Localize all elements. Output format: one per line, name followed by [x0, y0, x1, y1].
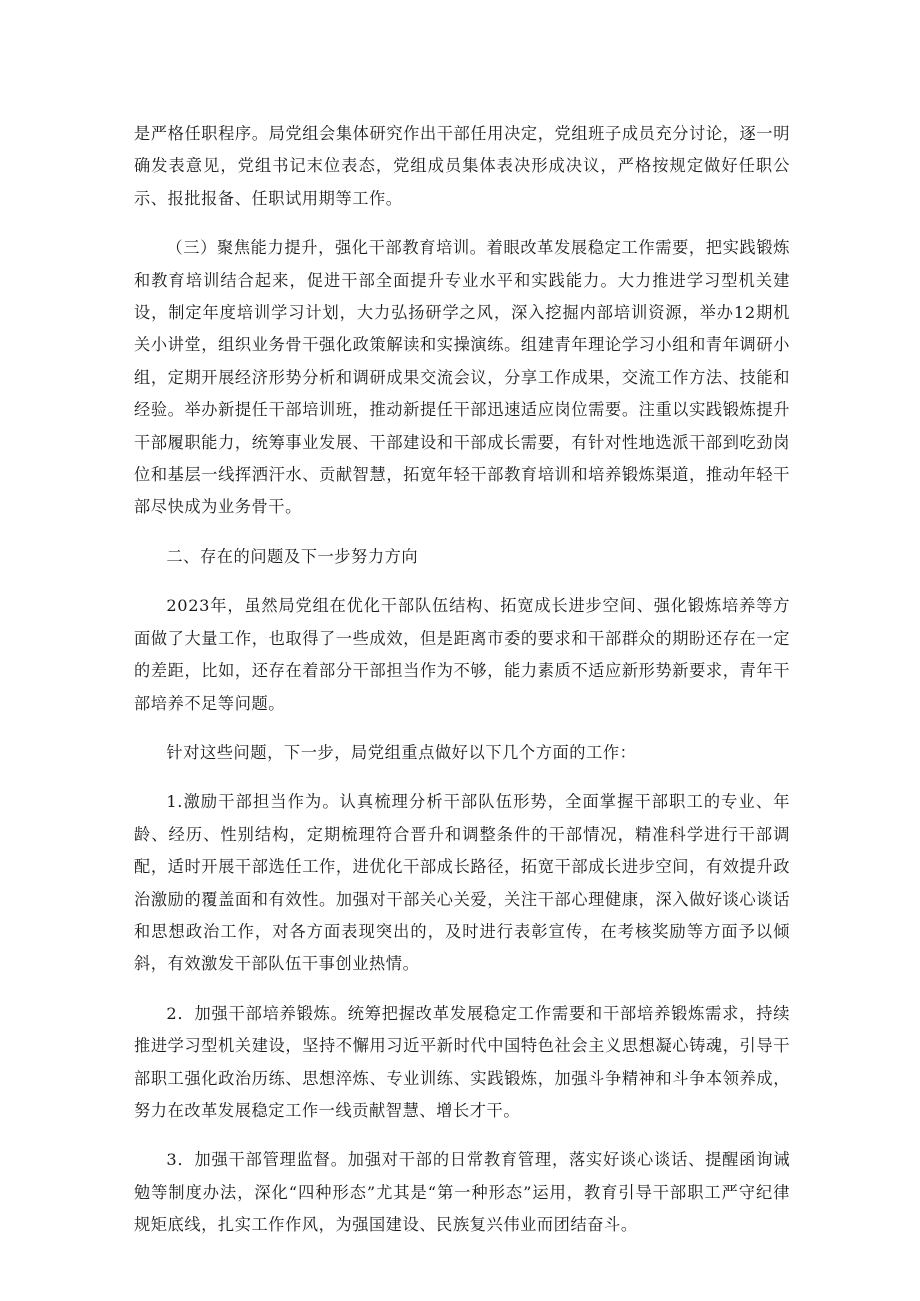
paragraph-item-1: 1.激励干部担当作为。认真梳理分析干部队伍形势，全面掌握干部职工的专业、年龄、经历、性别结构，定期梳理符合晋升和调整条件的干部情况，精准科学进行干部调配，适时开展干部选任工作，进优化干部成长路径，拓宽干部成长进步空间，有效提升政治激励的覆盖面和有效性。加强对干部关心关爱，关注干部心理健康，深入做好谈心谈话和思想政治工作，对各方面表现突出的，及时进行表彰宣传，在考核奖励等方面予以倾斜，有效激发干部队伍干事创业热情。 [134, 792, 790, 974]
paragraph-item-3: 3．加强干部管理监督。加强对干部的日常教育管理，落实好谈心谈话、提醒函询诫勉等制度办法，深化“四种形态”尤其是“第一种形态”运用，教育引导干部职工严守纪律规矩底线，扎实工作作风，为强国建设、民族复兴伟业而团结奋斗。 [134, 1150, 790, 1235]
paragraph-next-steps-intro: 针对这些问题，下一步，局党组重点做好以下几个方面的工作： [166, 742, 637, 762]
section-heading: 二、存在的问题及下一步努力方向 [166, 546, 419, 566]
paragraph-problems: 2023年，虽然局党组在优化干部队伍结构、拓宽成长进步空间、强化锻炼培养等方面做了大量工作，也取得了一些成效，但是距离市委的要求和干部群众的期盼还存在一定的差距，比如，还存在着部分干部担当作为不够，能力素质不适应新形势新要求，青年干部培养不足等问题。 [134, 596, 790, 713]
paragraph-item-2: 2．加强干部培养锻炼。统筹把握改革发展稳定工作需要和干部培养锻炼需求，持续推进学习型机关建设，坚持不懈用习近平新时代中国特色社会主义思想凝心铸魂，引导干部职工强化政治历练、思想淬炼、专业训练、实践锻炼，加强斗争精神和斗争本领养成，努力在改革发展稳定工作一线贡献智慧、增长才干。 [134, 1003, 790, 1120]
paragraph-continuation: 是严格任职程序。局党组会集体研究作出干部任用决定，党组班子成员充分讨论，逐一明确发表意见，党组书记末位表态，党组成员集体表决形成决议，严格按规定做好任职公示、报批报备、任职试用期等工作。 [134, 124, 790, 208]
document-page [134, 118, 790, 1259]
paragraph-capacity-building: （三）聚焦能力提升，强化干部教育培训。着眼改革发展稳定工作需要，把实践锻炼和教育培训结合起来，促进干部全面提升专业水平和实践能力。大力推进学习型机关建设，制定年度培训学习计划，大力弘扬研学之风，深入挖掘内部培训资源，举办12期机关小讲堂，组织业务骨干强化政策解读和实操演练。组建青年理论学习小组和青年调研小组，定期开展经济形势分析和调研成果交流会议，分享工作成果，交流工作方法、技能和经验。举办新提任干部培训班，推动新提任干部迅速适应岗位需要。注重以实践锻炼提升干部履职能力，统筹事业发展、干部建设和干部成长需要，有针对性地选派干部到吃劲岗位和基层一线挥洒汗水、贡献智慧，拓宽年轻干部教育培训和培养锻炼渠道，推动年轻干部尽快成为业务骨干。 [134, 238, 790, 517]
